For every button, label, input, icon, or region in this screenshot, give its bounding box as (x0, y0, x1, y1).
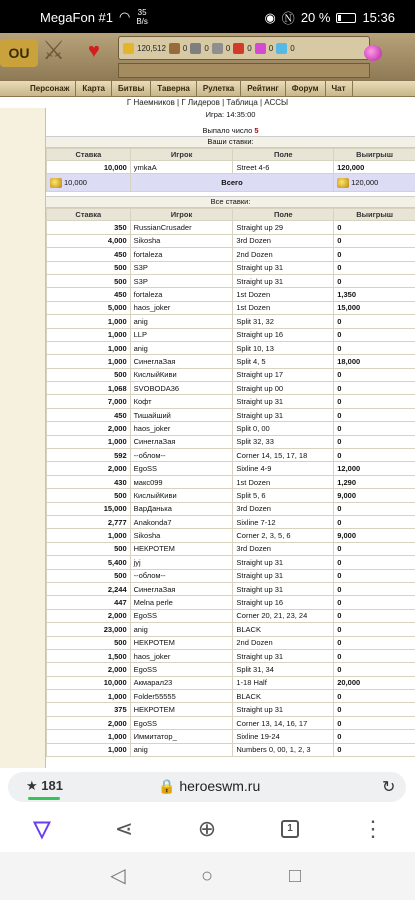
bet-field: 1st Dozen (233, 288, 334, 301)
bet-field: Straight up 31 (233, 703, 334, 716)
my-bets-table (46, 148, 415, 192)
lock-icon: 🔒 (158, 778, 176, 794)
bet-field: Split 5, 6 (233, 489, 334, 502)
total-bet: 10,000 (64, 177, 87, 187)
alice-assistant-icon[interactable]: ▽ (33, 816, 51, 841)
total-win-cell (334, 174, 415, 192)
bet-field: Split 0, 00 (233, 422, 334, 435)
my-bets-title: Ваши ставки: (46, 136, 415, 148)
player-name[interactable]: fortaleza (130, 288, 233, 301)
bet-row (47, 489, 415, 502)
bet-amount: 1,000 (47, 743, 131, 756)
player-name[interactable]: --облом-- (130, 569, 233, 582)
wood-icon (169, 43, 180, 54)
player-name[interactable]: haos_joker (130, 301, 233, 314)
bet-row (47, 234, 415, 247)
col-win: Выигрыш (334, 209, 415, 221)
bet-amount: 1,000 (47, 315, 131, 328)
bet-row (47, 315, 415, 328)
win-amount: 0 (334, 556, 415, 569)
player-name[interactable]: НЕКРОТЕМ (130, 703, 233, 716)
resource-crystal: 0 (268, 43, 274, 53)
win-amount: 9,000 (334, 529, 415, 542)
bet-field: Sixline 19-24 (233, 730, 334, 743)
bet-amount: 2,000 (47, 422, 131, 435)
bet-row (47, 261, 415, 274)
win-amount: 0 (334, 663, 415, 676)
player-name[interactable]: Melna perle (130, 596, 233, 609)
bet-amount: 430 (47, 475, 131, 488)
game-logo[interactable]: OU (0, 39, 38, 67)
bet-field: Straight up 31 (233, 569, 334, 582)
win-amount: 20,000 (334, 676, 415, 689)
main-nav (0, 80, 415, 97)
url-display[interactable] (158, 778, 260, 795)
bet-row (47, 730, 415, 743)
player-name[interactable]: jyj (130, 556, 233, 569)
bet-amount: 2,244 (47, 582, 131, 595)
bet-amount: 1,000 (47, 435, 131, 448)
gold-icon (50, 178, 62, 188)
bet-row (47, 649, 415, 662)
bet-field: Sixline 7-12 (233, 515, 334, 528)
recents-icon[interactable]: □ (288, 865, 302, 887)
win-amount: 0 (334, 395, 415, 408)
bet-amount: 5,400 (47, 556, 131, 569)
player-name[interactable]: Sikosha (130, 234, 233, 247)
bet-amount: 500 (47, 569, 131, 582)
all-bets-table (46, 208, 415, 757)
player-name[interactable]: Акмарал23 (130, 676, 233, 689)
bet-field: Straight up 31 (233, 649, 334, 662)
win-amount: 0 (334, 408, 415, 421)
bet-amount: 2,000 (47, 663, 131, 676)
win-amount: 9,000 (334, 489, 415, 502)
win-amount: 15,000 (334, 301, 415, 314)
dropped-label: Выпало число (202, 126, 253, 135)
bet-field: Split 10, 13 (233, 341, 334, 354)
bet-amount: 23,000 (47, 623, 131, 636)
win-amount: 0 (334, 730, 415, 743)
bet-row (47, 475, 415, 488)
new-tab-icon[interactable]: ⊕ (197, 816, 217, 841)
win-amount: 0 (334, 248, 415, 261)
player-name[interactable]: haos_joker (130, 422, 233, 435)
bet-field: 2nd Dozen (233, 248, 334, 261)
rating-badge[interactable]: ★ 181 (26, 778, 63, 793)
address-pill[interactable] (8, 772, 406, 802)
nav-map[interactable]: Карта (76, 81, 112, 96)
bet-amount: 2,000 (47, 462, 131, 475)
win-amount: 0 (334, 596, 415, 609)
player-name[interactable]: EgoSS (130, 462, 233, 475)
total-row (47, 174, 415, 192)
carrier-label: MegaFon #1 (40, 9, 113, 25)
bet-row (47, 743, 415, 756)
swords-icon: ⚔ (42, 35, 66, 65)
nav-tavern[interactable]: Таверна (151, 81, 197, 96)
bet-row (47, 623, 415, 636)
player-name[interactable]: anig (130, 623, 233, 636)
bet-row (47, 288, 415, 301)
menu-icon[interactable]: ⋮ (362, 816, 384, 841)
bet-row (47, 408, 415, 421)
bet-field: Numbers 0, 00, 1, 2, 3 (233, 743, 334, 756)
win-amount: 0 (334, 368, 415, 381)
share-icon[interactable]: ⋖ (114, 816, 134, 841)
bet-row (47, 663, 415, 676)
all-bets-title: Все ставки: (46, 196, 415, 208)
resource-wood: 0 (182, 43, 188, 53)
bet-row (47, 703, 415, 716)
roulette-submenu[interactable]: Г Наемников | Г Лидеров | Таблица | АССЫ (126, 98, 289, 107)
dropped-number-line (46, 126, 415, 136)
bet-field: Straight up 16 (233, 596, 334, 609)
all-bets-body (47, 221, 415, 757)
crystal-icon (255, 43, 266, 54)
status-left (40, 8, 148, 26)
bet-amount: 1,000 (47, 328, 131, 341)
col-bet: Ставка (47, 149, 131, 161)
network-speed-value: 35 (137, 8, 147, 17)
status-bar (0, 0, 415, 33)
sulfur-icon (233, 43, 244, 54)
bet-field: Straight up 31 (233, 274, 334, 287)
tab-count: 1 (281, 820, 299, 838)
bet-field: Straight up 17 (233, 368, 334, 381)
win-amount: 0 (334, 422, 415, 435)
win-amount: 0 (334, 703, 415, 716)
bet-amount: 450 (47, 408, 131, 421)
bet-field: Straight up 31 (233, 261, 334, 274)
bet-row (47, 368, 415, 381)
total-bet-cell (47, 174, 131, 192)
bet-field: Straight up 31 (233, 556, 334, 569)
bet-amount: 10,000 (47, 161, 131, 174)
bet-field: Straight up 31 (233, 582, 334, 595)
bet-row (47, 435, 415, 448)
player-name[interactable]: anig (130, 743, 233, 756)
resource-mercury: 0 (225, 43, 231, 53)
win-amount: 0 (334, 716, 415, 729)
bet-amount: 500 (47, 274, 131, 287)
player-name[interactable]: anig (130, 341, 233, 354)
bet-amount: 1,000 (47, 355, 131, 368)
win-amount: 0 (334, 315, 415, 328)
bet-amount: 7,000 (47, 395, 131, 408)
player-name[interactable]: anig (130, 315, 233, 328)
nav-chat[interactable]: Чат (326, 81, 353, 96)
resources-bar (118, 36, 370, 60)
player-name[interactable]: Кофт (130, 395, 233, 408)
browser-url-bar (0, 768, 415, 804)
win-amount: 0 (334, 341, 415, 354)
ore-icon (190, 43, 201, 54)
win-amount: 0 (334, 649, 415, 662)
bet-amount: 500 (47, 542, 131, 555)
gem-icon (276, 43, 287, 54)
player-name[interactable]: Sikosha (130, 529, 233, 542)
player-name[interactable]: КислыйКиви (130, 368, 233, 381)
bet-field: BLACK (233, 623, 334, 636)
bet-amount: 447 (47, 596, 131, 609)
bet-field: Corner 2, 3, 5, 6 (233, 529, 334, 542)
bet-field: Split 31, 34 (233, 663, 334, 676)
home-icon[interactable]: ○ (200, 865, 214, 887)
nav-character[interactable]: Персонаж (0, 81, 76, 96)
bet-field: Straight up 16 (233, 328, 334, 341)
bet-row (47, 596, 415, 609)
win-amount: 0 (334, 328, 415, 341)
bet-amount: 1,000 (47, 529, 131, 542)
win-amount: 1,350 (334, 288, 415, 301)
player-name[interactable]: fortaleza (130, 248, 233, 261)
bet-row (47, 341, 415, 354)
win-amount: 0 (334, 261, 415, 274)
browser-toolbar (0, 804, 415, 852)
status-right (264, 8, 395, 27)
total-label: Всего (130, 174, 333, 192)
bet-field: Corner 14, 15, 17, 18 (233, 449, 334, 462)
win-amount: 0 (334, 569, 415, 582)
game-time: Игра: 14:35:00 (205, 110, 256, 119)
bet-field: Straight up 00 (233, 382, 334, 395)
win-amount: 0 (334, 382, 415, 395)
col-player: Игрок (130, 149, 233, 161)
player-name[interactable]: НЕКРОТЕМ (130, 636, 233, 649)
win-amount: 0 (334, 234, 415, 247)
player-name[interactable]: СинеглаЗая (130, 582, 233, 595)
bet-row (47, 462, 415, 475)
bet-amount: 500 (47, 261, 131, 274)
network-speed (136, 8, 148, 26)
bet-row (47, 582, 415, 595)
bet-amount: 350 (47, 221, 131, 234)
bet-field: 3rd Dozen (233, 502, 334, 515)
bet-amount: 450 (47, 288, 131, 301)
win-amount: 12,000 (334, 462, 415, 475)
player-name[interactable]: SVOBODA36 (130, 382, 233, 395)
bet-field: Split 31, 32 (233, 315, 334, 328)
back-icon[interactable]: ◁ (110, 865, 126, 887)
bet-row (47, 676, 415, 689)
player-name[interactable]: ВарДанька (130, 502, 233, 515)
nav-forum[interactable]: Форум (286, 81, 326, 96)
player-name[interactable]: --облом-- (130, 449, 233, 462)
bet-field: 3rd Dozen (233, 234, 334, 247)
bet-row (47, 221, 415, 234)
tabs-button[interactable] (273, 812, 307, 846)
gold-icon (337, 178, 349, 188)
bet-amount: 1,500 (47, 649, 131, 662)
bet-field: BLACK (233, 690, 334, 703)
bet-field: 1st Dozen (233, 301, 334, 314)
bet-amount: 592 (47, 449, 131, 462)
win-amount: 120,000 (334, 161, 415, 174)
bet-field: Sixline 4-9 (233, 462, 334, 475)
player-name[interactable]: СинеглаЗая (130, 355, 233, 368)
battery-icon (336, 13, 356, 23)
bet-field: Split 4, 5 (233, 355, 334, 368)
player-name[interactable]: haos_joker (130, 649, 233, 662)
header-ornament (118, 63, 370, 78)
win-amount: 0 (334, 743, 415, 756)
game-header (0, 33, 415, 80)
bet-amount: 1,000 (47, 690, 131, 703)
col-player: Игрок (130, 209, 233, 221)
bet-amount: 10,000 (47, 676, 131, 689)
win-amount: 0 (334, 636, 415, 649)
bet-row (47, 449, 415, 462)
bet-row (47, 328, 415, 341)
bet-amount: 15,000 (47, 502, 131, 515)
player-name[interactable]: RussianCrusader (130, 221, 233, 234)
win-amount: 18,000 (334, 355, 415, 368)
bet-field: Straight up 29 (233, 221, 334, 234)
win-amount: 0 (334, 542, 415, 555)
bet-amount: 2,777 (47, 515, 131, 528)
player-name[interactable]: Тишайший (130, 408, 233, 421)
bet-amount: 450 (47, 248, 131, 261)
bet-amount: 500 (47, 368, 131, 381)
win-amount: 0 (334, 690, 415, 703)
dropped-number: 5 (254, 126, 259, 135)
bet-row (47, 301, 415, 314)
player-name[interactable]: EgoSS (130, 609, 233, 622)
bet-row (47, 556, 415, 569)
bet-amount: 4,000 (47, 234, 131, 247)
win-amount: 0 (334, 609, 415, 622)
bet-field: 1-18 Half (233, 676, 334, 689)
bet-field: Corner 20, 21, 23, 24 (233, 609, 334, 622)
player-name[interactable]: макс099 (130, 475, 233, 488)
potion-icon[interactable] (364, 39, 382, 61)
url-text: heroeswm.ru (179, 778, 261, 794)
resource-gem: 0 (290, 43, 295, 53)
system-nav-bar (0, 852, 415, 900)
roulette-content (45, 108, 415, 768)
bet-row (47, 569, 415, 582)
player-name[interactable]: EgoSS (130, 663, 233, 676)
bet-row (47, 690, 415, 703)
bet-amount: 375 (47, 703, 131, 716)
left-margin (0, 108, 45, 768)
rating-count: 181 (41, 778, 63, 793)
player-name[interactable]: Иммитатор_ (130, 730, 233, 743)
nav-rating[interactable]: Рейтинг (241, 81, 286, 96)
col-bet: Ставка (47, 209, 131, 221)
bet-amount: 1,000 (47, 341, 131, 354)
bet-row (47, 248, 415, 261)
resource-gold: 120,512 (137, 43, 166, 53)
bet-amount: 500 (47, 489, 131, 502)
bet-row (47, 382, 415, 395)
win-amount: 0 (334, 582, 415, 595)
bet-row (47, 636, 415, 649)
resource-ore: 0 (204, 43, 209, 53)
win-amount: 0 (334, 449, 415, 462)
total-win: 120,000 (351, 177, 379, 187)
resource-sulfur: 0 (247, 43, 252, 53)
bet-amount: 1,068 (47, 382, 131, 395)
bet-amount: 2,000 (47, 716, 131, 729)
bet-field: Split 32, 33 (233, 435, 334, 448)
win-amount: 1,290 (334, 475, 415, 488)
bet-field: Straight up 31 (233, 408, 334, 421)
player-name[interactable]: Folder55555 (130, 690, 233, 703)
nav-roulette[interactable]: Рулетка (197, 81, 241, 96)
bet-row (47, 609, 415, 622)
heart-icon[interactable]: ♥ (88, 40, 100, 62)
clock: 15:36 (362, 10, 395, 25)
bet-amount: 2,000 (47, 609, 131, 622)
bet-amount: 1,000 (47, 730, 131, 743)
bet-row (47, 542, 415, 555)
bet-row (47, 355, 415, 368)
win-amount: 0 (334, 274, 415, 287)
bet-field: 3rd Dozen (233, 542, 334, 555)
bet-row (47, 716, 415, 729)
player-name[interactable]: LLP (130, 328, 233, 341)
bet-field: 1st Dozen (233, 475, 334, 488)
bet-row (47, 529, 415, 542)
nav-battles[interactable]: Битвы (112, 81, 151, 96)
col-win: Выигрыш (334, 149, 415, 161)
network-speed-unit: B/s (136, 17, 148, 26)
gold-icon (123, 43, 134, 54)
win-amount: 0 (334, 221, 415, 234)
player-name[interactable]: EgoSS (130, 716, 233, 729)
bet-row (47, 274, 415, 287)
bet-field: Street 4-6 (233, 161, 334, 174)
win-amount: 0 (334, 515, 415, 528)
player-name[interactable]: ymkaA (130, 161, 233, 174)
win-amount: 0 (334, 502, 415, 515)
col-field: Поле (233, 149, 334, 161)
wifi-icon: ◠ (119, 9, 131, 24)
win-amount: 0 (334, 435, 415, 448)
bet-row (47, 515, 415, 528)
bet-row (47, 422, 415, 435)
my-bets-header (47, 149, 415, 161)
bet-row (47, 395, 415, 408)
player-name[interactable]: НЕКРОТЕМ (130, 542, 233, 555)
reload-icon[interactable]: ↻ (382, 779, 396, 796)
all-bets-header (47, 209, 415, 221)
battery-label: 20 % (300, 10, 331, 25)
bet-row (47, 502, 415, 515)
bet-field: Straight up 31 (233, 395, 334, 408)
player-name[interactable]: S3P (130, 261, 233, 274)
player-name[interactable]: СинеглаЗая (130, 435, 233, 448)
col-field: Поле (233, 209, 334, 221)
win-amount: 0 (334, 623, 415, 636)
nfc-icon: Ⓝ (281, 11, 295, 26)
mercury-icon (212, 43, 223, 54)
bet-amount: 500 (47, 636, 131, 649)
rating-bar (28, 797, 60, 800)
player-name[interactable]: Anakonda7 (130, 515, 233, 528)
eye-icon: ◉ (264, 9, 276, 25)
player-name[interactable]: S3P (130, 274, 233, 287)
my-bet-row (47, 161, 415, 174)
bet-field: 2nd Dozen (233, 636, 334, 649)
bet-field: Corner 13, 14, 16, 17 (233, 716, 334, 729)
bet-amount: 5,000 (47, 301, 131, 314)
player-name[interactable]: КислыйКиви (130, 489, 233, 502)
